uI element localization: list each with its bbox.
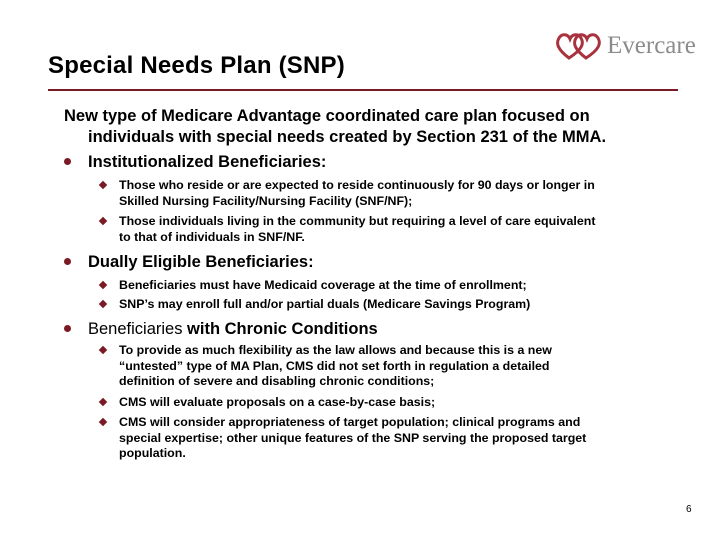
intro-line-1: New type of Medicare Advantage coordinated care plan focused on bbox=[64, 107, 590, 125]
item-line: Those individuals living in the community but requiring a level of care equivalent bbox=[119, 214, 596, 228]
section-heading: Dually Eligible Beneficiaries: bbox=[88, 253, 314, 271]
item-line: CMS will evaluate proposals on a case-by-case basis; bbox=[119, 395, 436, 409]
bullet-diamond-icon bbox=[99, 418, 107, 426]
evercare-logo bbox=[555, 30, 696, 62]
item-line: population. bbox=[119, 446, 186, 460]
item-line: Skilled Nursing Facility/Nursing Facility (SNF/NF); bbox=[119, 193, 413, 208]
item-line: CMS will consider appropriateness of target population; clinical programs and bbox=[119, 415, 581, 429]
intro-text bbox=[64, 106, 684, 148]
item-line: To provide as much flexibility as the law allows and because this is a new bbox=[119, 343, 552, 357]
logo-text: Evercare bbox=[607, 32, 696, 59]
heading-bold-part: with Chronic Conditions bbox=[182, 320, 378, 338]
page-number: 6 bbox=[686, 504, 692, 515]
item-line: special expertise; other unique features of the SNP serving the proposed target bbox=[119, 430, 587, 445]
bullet-dot-icon bbox=[64, 158, 71, 165]
section-heading bbox=[88, 320, 378, 339]
bullet-diamond-icon bbox=[99, 281, 107, 289]
item-line: to that of individuals in SNF/NF. bbox=[119, 229, 305, 244]
bullet-diamond-icon bbox=[99, 300, 107, 308]
item-line: Beneficiaries must have Medicaid coverage at the time of enrollment; bbox=[119, 278, 527, 292]
bullet-diamond-icon bbox=[99, 217, 107, 225]
item-line: SNP’s may enroll full and/or partial duals (Medicare Savings Program) bbox=[119, 297, 531, 311]
intro-line-2: individuals with special needs created by Section 231 of the MMA. bbox=[88, 128, 607, 146]
bullet-diamond-icon bbox=[99, 346, 107, 354]
item-line: definition of severe and disabling chronic conditions; bbox=[119, 374, 435, 388]
hearts-logo-icon bbox=[555, 31, 603, 61]
slide-title: Special Needs Plan (SNP) bbox=[48, 52, 345, 79]
bullet-dot-icon bbox=[64, 258, 71, 265]
bullet-diamond-icon bbox=[99, 181, 107, 189]
title-divider bbox=[48, 89, 678, 91]
item-line: Those who reside or are expected to reside continuously for 90 days or longer in bbox=[119, 178, 595, 192]
bullet-diamond-icon bbox=[99, 398, 107, 406]
heading-plain-part: Beneficiaries bbox=[88, 320, 183, 338]
item-line: “untested” type of MA Plan, CMS did not set forth in regulation a detailed bbox=[119, 358, 550, 373]
section-heading: Institutionalized Beneficiaries: bbox=[88, 153, 327, 171]
bullet-dot-icon bbox=[64, 325, 71, 332]
